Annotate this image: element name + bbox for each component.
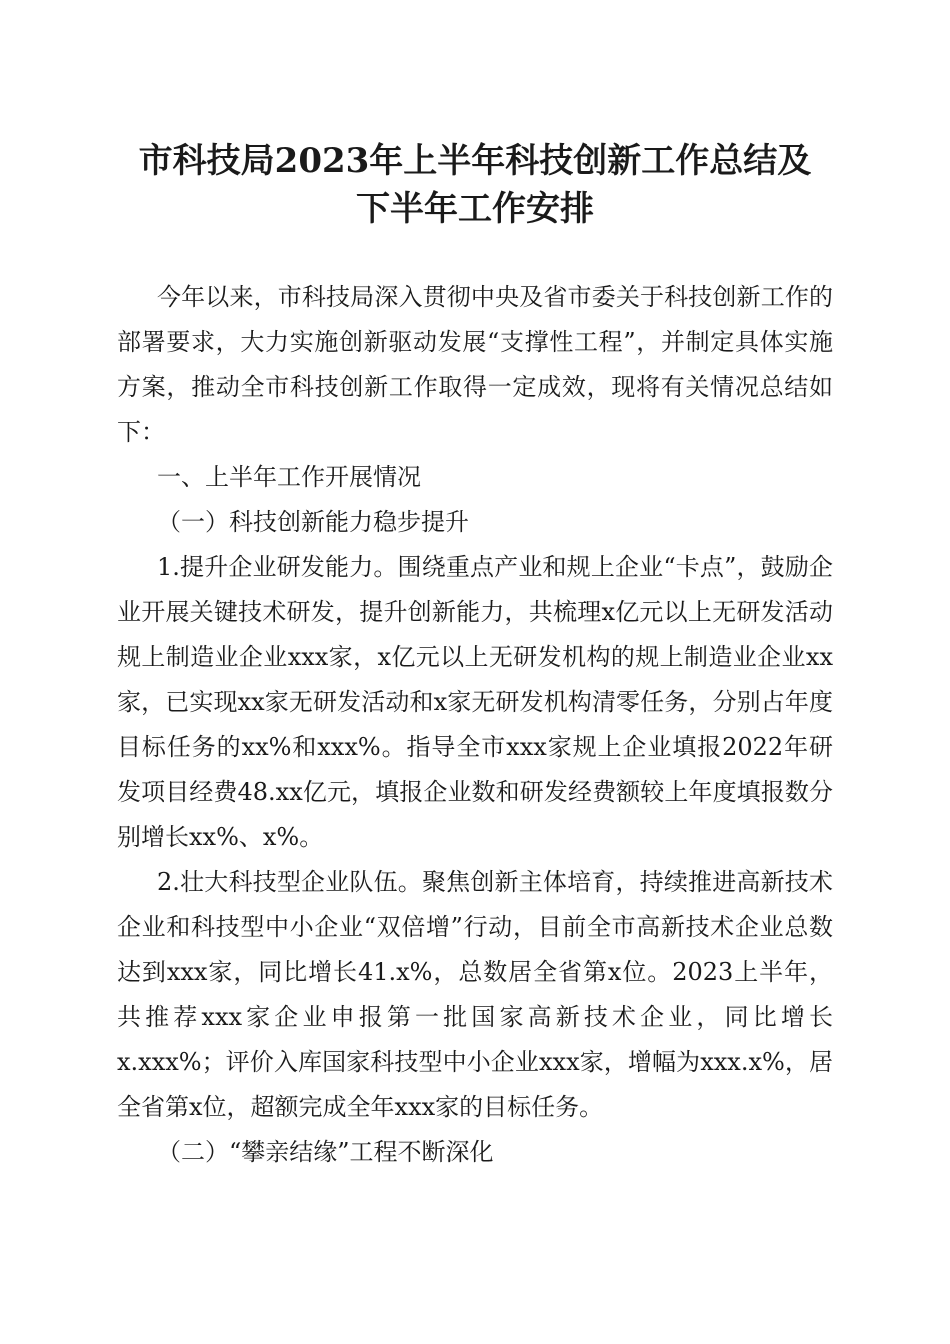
document-title-line-2: 下半年工作安排	[356, 189, 594, 229]
paragraph-rd-capability: 1.提升企业研发能力。围绕重点产业和规上企业“卡点”，鼓励企业开展关键技术研发，提升创新能力，共梳理x亿元以上无研发活动规上制造业企业xxx家，x亿元以上无研发机构的规上制造业企业xx家，已实现xx家无研发活动和x家无研发机构清零任务，分别占年度目标任务的xx%和xxx%。指导全市xxx家规上企业填报2022年研发项目经费48.xx亿元，填报企业数和研发经费额较上年度填报数分别增长xx%、x%。	[117, 553, 833, 851]
subsection-heading-2: （二）“攀亲结缘”工程不断深化	[157, 1138, 494, 1166]
section-heading-1: 一、上半年工作开展情况	[157, 463, 421, 491]
paragraph-tech-enterprises: 2.壮大科技型企业队伍。聚焦创新主体培育，持续推进高新技术企业和科技型中小企业“双倍增”行动，目前全市高新技术企业总数达到xxx家，同比增长41.x%，总数居全省第x位。2023上半年，共推荐xxx家企业申报第一批国家高新技术企业，同比增长x.xxx%；评价入库国家科技型中小企业xxx家，增幅为xxx.x%，居全省第x位，超额完成全年xxx家的目标任务。	[117, 868, 833, 1121]
document-title-line-1: 市科技局2023年上半年科技创新工作总结及	[138, 141, 812, 181]
intro-paragraph: 今年以来，市科技局深入贯彻中央及省市委关于科技创新工作的部署要求，大力实施创新驱动发展“支撑性工程”，并制定具体实施方案，推动全市科技创新工作取得一定成效，现将有关情况总结如下：	[117, 283, 833, 446]
subsection-heading-1: （一）科技创新能力稳步提升	[157, 508, 469, 536]
